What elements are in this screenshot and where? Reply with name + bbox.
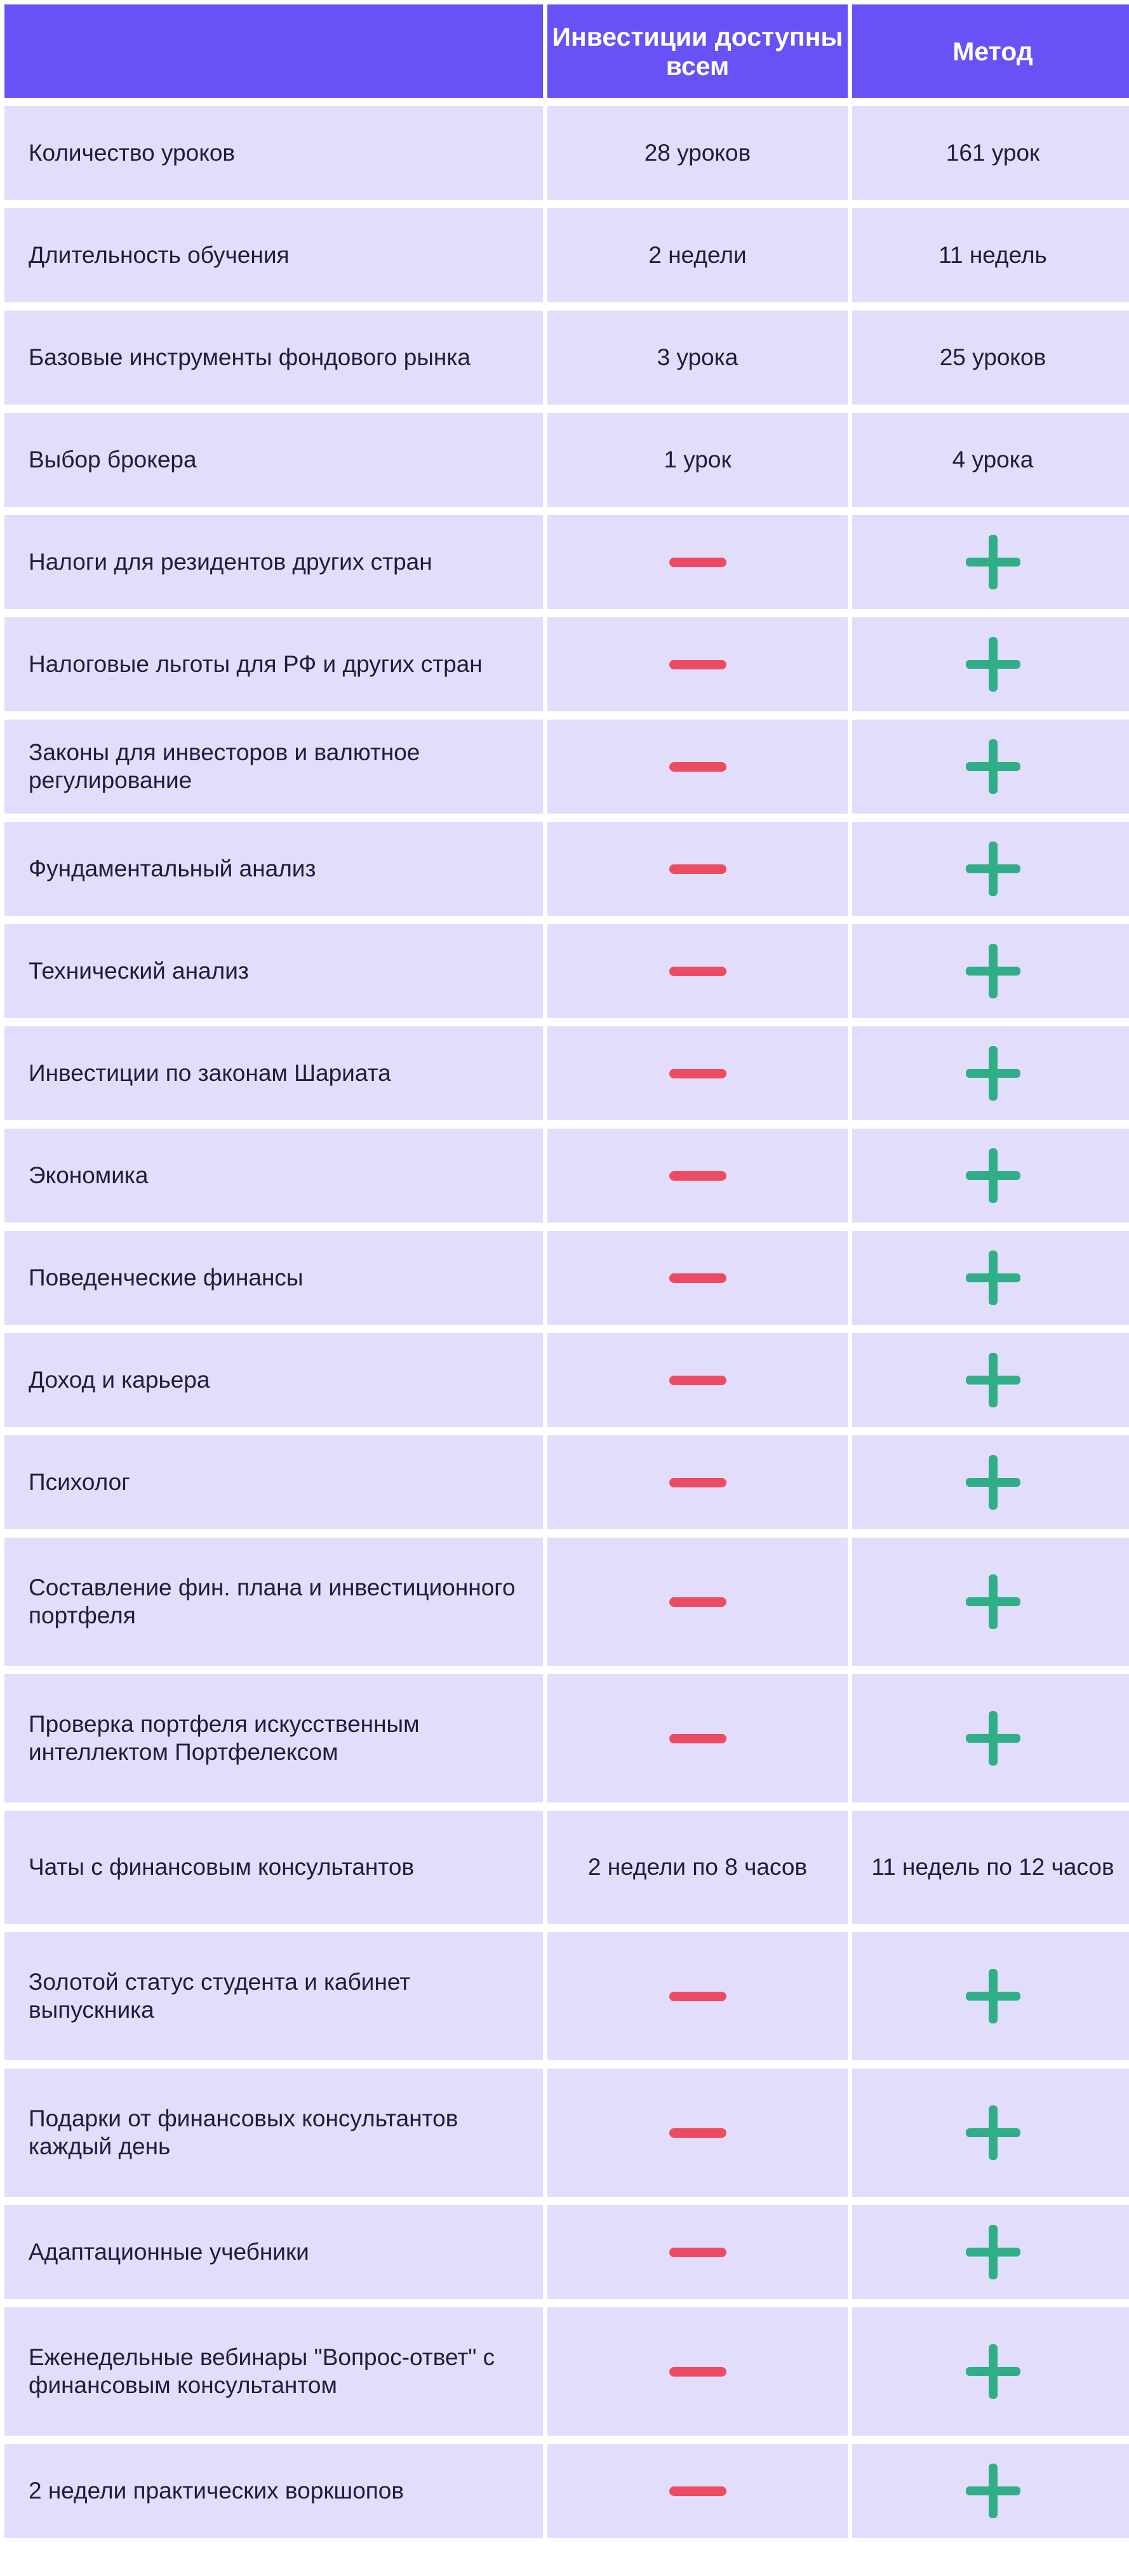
row-label: Психолог (29, 1469, 130, 1495)
row-label: Длительность обучения (29, 242, 290, 268)
minus-icon (669, 2128, 726, 2138)
row-label: Доход и карьера (29, 1367, 210, 1393)
basic-cell (547, 1435, 848, 1529)
basic-cell (547, 2444, 848, 2538)
plus-icon (966, 2464, 1020, 2518)
method-cell (852, 822, 1129, 916)
plus-icon (966, 1574, 1020, 1629)
plus-icon (966, 535, 1020, 589)
row-label-cell (4, 106, 543, 200)
minus-icon (669, 1734, 726, 1743)
method-cell (852, 2307, 1129, 2436)
basic-cell (547, 720, 848, 814)
row-label: Чаты с финансовым консультантов (29, 1854, 415, 1880)
row-label-cell (4, 1674, 543, 1802)
row-label: Еженедельные вебинары "Вопрос-ответ" с финансовым консультантом (29, 2344, 495, 2398)
method-cell (852, 2444, 1129, 2538)
plus-icon (966, 1969, 1020, 2023)
basic-value: 28 уроков (644, 140, 751, 166)
basic-cell (547, 311, 848, 405)
row-label-cell (4, 515, 543, 609)
row-label-cell (4, 413, 543, 507)
plus-icon (966, 2225, 1020, 2279)
method-cell (852, 924, 1129, 1018)
method-value: 11 недель по 12 часов (871, 1854, 1114, 1880)
method-value: 161 урок (945, 140, 1040, 166)
minus-icon (669, 1376, 726, 1385)
row-label-cell (4, 2205, 543, 2299)
row-label: Проверка портфеля искусственным интеллектом Портфелексом (29, 1711, 420, 1765)
method-cell (852, 617, 1129, 711)
header-feature-cell (4, 4, 543, 98)
basic-value: 1 урок (664, 446, 732, 473)
method-cell (852, 1129, 1129, 1223)
plus-icon (966, 1711, 1020, 1766)
method-value: 11 недель (939, 242, 1047, 268)
row-label: Экономика (29, 1162, 149, 1188)
basic-cell (547, 413, 848, 507)
row-label: Налоговые льготы для РФ и других стран (29, 651, 483, 677)
row-label-cell (4, 617, 543, 711)
method-cell (852, 1674, 1129, 1802)
row-label-cell (4, 1129, 543, 1223)
minus-icon (669, 967, 726, 976)
row-label-cell (4, 822, 543, 916)
basic-value: 2 недели по 8 часов (587, 1854, 808, 1880)
plus-icon (966, 2344, 1020, 2399)
basic-cell (547, 106, 848, 200)
plus-icon (966, 1148, 1020, 1203)
row-label-cell (4, 1811, 543, 1924)
method-value: 4 урока (952, 446, 1034, 473)
plus-icon (966, 739, 1020, 794)
row-label: Поведенческие финансы (29, 1265, 304, 1291)
row-label: 2 недели практических воркшопов (29, 2478, 404, 2504)
minus-icon (669, 2367, 726, 2377)
row-label: Золотой статус студента и кабинет выпускника (29, 1969, 411, 2023)
row-label: Адаптационные учебники (29, 2239, 309, 2265)
row-label-cell (4, 1231, 543, 1325)
row-label-cell (4, 1538, 543, 1666)
plus-icon (966, 1455, 1020, 1510)
minus-icon (669, 864, 726, 874)
header-basic-cell: Инвестиции доступны всем (547, 4, 848, 98)
basic-cell (547, 1231, 848, 1325)
basic-cell (547, 1811, 848, 1924)
basic-cell (547, 1674, 848, 1802)
row-label: Фундаментальный анализ (29, 855, 316, 882)
minus-icon (669, 1069, 726, 1078)
plus-icon (966, 1353, 1020, 1407)
row-label-cell (4, 311, 543, 405)
row-label: Инвестиции по законам Шариата (29, 1060, 391, 1086)
method-cell (852, 1026, 1129, 1120)
basic-cell (547, 208, 848, 302)
row-label: Подарки от финансовых консультантов каждый день (29, 2105, 458, 2159)
minus-icon (669, 1597, 726, 1607)
row-label: Законы для инвесторов и валютное регулирование (29, 739, 420, 793)
row-label-cell (4, 2307, 543, 2436)
minus-icon (669, 1992, 726, 2001)
row-label: Составление фин. плана и инвестиционного портфеля (29, 1574, 516, 1628)
basic-cell (547, 1932, 848, 2060)
basic-cell (547, 2069, 848, 2197)
basic-cell (547, 924, 848, 1018)
method-cell (852, 1932, 1129, 2060)
plus-icon (966, 842, 1020, 896)
basic-cell (547, 822, 848, 916)
row-label-cell (4, 720, 543, 814)
row-label: Технический анализ (29, 958, 249, 984)
method-cell (852, 1231, 1129, 1325)
method-cell (852, 1435, 1129, 1529)
minus-icon (669, 2486, 726, 2496)
plus-icon (966, 944, 1020, 998)
method-cell (852, 515, 1129, 609)
method-cell (852, 1538, 1129, 1666)
minus-icon (669, 2248, 726, 2257)
plus-icon (966, 1046, 1020, 1101)
minus-icon (669, 1478, 726, 1487)
basic-value: 2 недели (648, 242, 747, 268)
minus-icon (669, 1273, 726, 1283)
method-cell (852, 413, 1129, 507)
row-label: Количество уроков (29, 140, 236, 166)
basic-cell (547, 617, 848, 711)
method-cell (852, 106, 1129, 200)
method-cell (852, 2205, 1129, 2299)
method-cell (852, 208, 1129, 302)
basic-cell (547, 1129, 848, 1223)
method-cell (852, 1333, 1129, 1427)
row-label-cell (4, 208, 543, 302)
row-label-cell (4, 1026, 543, 1120)
basic-cell (547, 1333, 848, 1427)
row-label-cell (4, 1435, 543, 1529)
minus-icon (669, 660, 726, 669)
method-cell (852, 311, 1129, 405)
row-label: Выбор брокера (29, 446, 197, 473)
row-label-cell (4, 1932, 543, 2060)
basic-cell (547, 1538, 848, 1666)
minus-icon (669, 558, 726, 567)
plus-icon (966, 637, 1020, 692)
method-cell (852, 1811, 1129, 1924)
basic-cell (547, 2307, 848, 2436)
plus-icon (966, 2105, 1020, 2160)
minus-icon (669, 762, 726, 772)
row-label: Налоги для резидентов других стран (29, 549, 432, 575)
row-label-cell (4, 924, 543, 1018)
minus-icon (669, 1171, 726, 1181)
method-cell (852, 2069, 1129, 2197)
method-cell (852, 720, 1129, 814)
row-label-cell (4, 1333, 543, 1427)
basic-value: 3 урока (657, 344, 738, 370)
header-method-cell: Метод (852, 4, 1129, 98)
basic-cell (547, 1026, 848, 1120)
basic-cell (547, 2205, 848, 2299)
plus-icon (966, 1251, 1020, 1305)
row-label-cell (4, 2444, 543, 2538)
row-label: Базовые инструменты фондового рынка (29, 344, 471, 370)
method-value: 25 уроков (939, 344, 1046, 370)
basic-cell (547, 515, 848, 609)
row-label-cell (4, 2069, 543, 2197)
